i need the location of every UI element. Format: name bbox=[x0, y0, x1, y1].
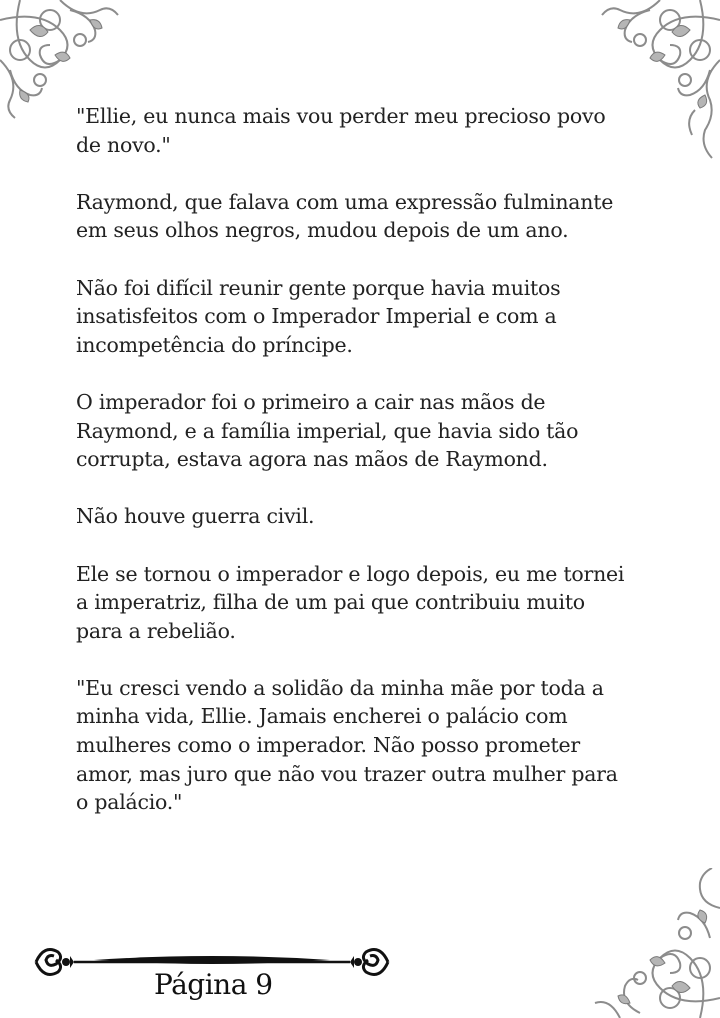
paragraph: Não foi difícil reunir gente porque havia muitos insatisfeitos com o Imperador Imperial e com a incompetência do príncipe. bbox=[76, 275, 561, 357]
paragraph: Ele se tornou o imperador e logo depois, eu me tornei a imperatriz, filha de um pai que contribuiu muito para a rebelião. bbox=[76, 561, 625, 643]
paragraph: "Eu cresci vendo a solidão da minha mãe por toda a minha vida, Ellie. Jamais encherei o palácio com mulheres como o imperador. Não posso prometer amor, mas juro que não vou trazer outra mulher para o palácio." bbox=[76, 675, 618, 815]
paragraph: O imperador foi o primeiro a cair nas mãos de Raymond, e a família imperial, que havia sido tão corrupta, estava agora nas mãos de Raymond. bbox=[76, 389, 579, 472]
ornament-corner-bottom-right-icon bbox=[580, 868, 720, 1018]
paragraph: Não houve guerra civil. bbox=[76, 504, 315, 529]
paragraph: Raymond, que falava com uma expressão fulminante em seus olhos negros, mudou depois de um ano. bbox=[76, 189, 614, 243]
page-number: Página 9 bbox=[154, 968, 273, 1001]
chapter-text bbox=[76, 102, 636, 845]
paragraph: "Ellie, eu nunca mais vou perder meu precioso povo de novo." bbox=[76, 104, 606, 157]
